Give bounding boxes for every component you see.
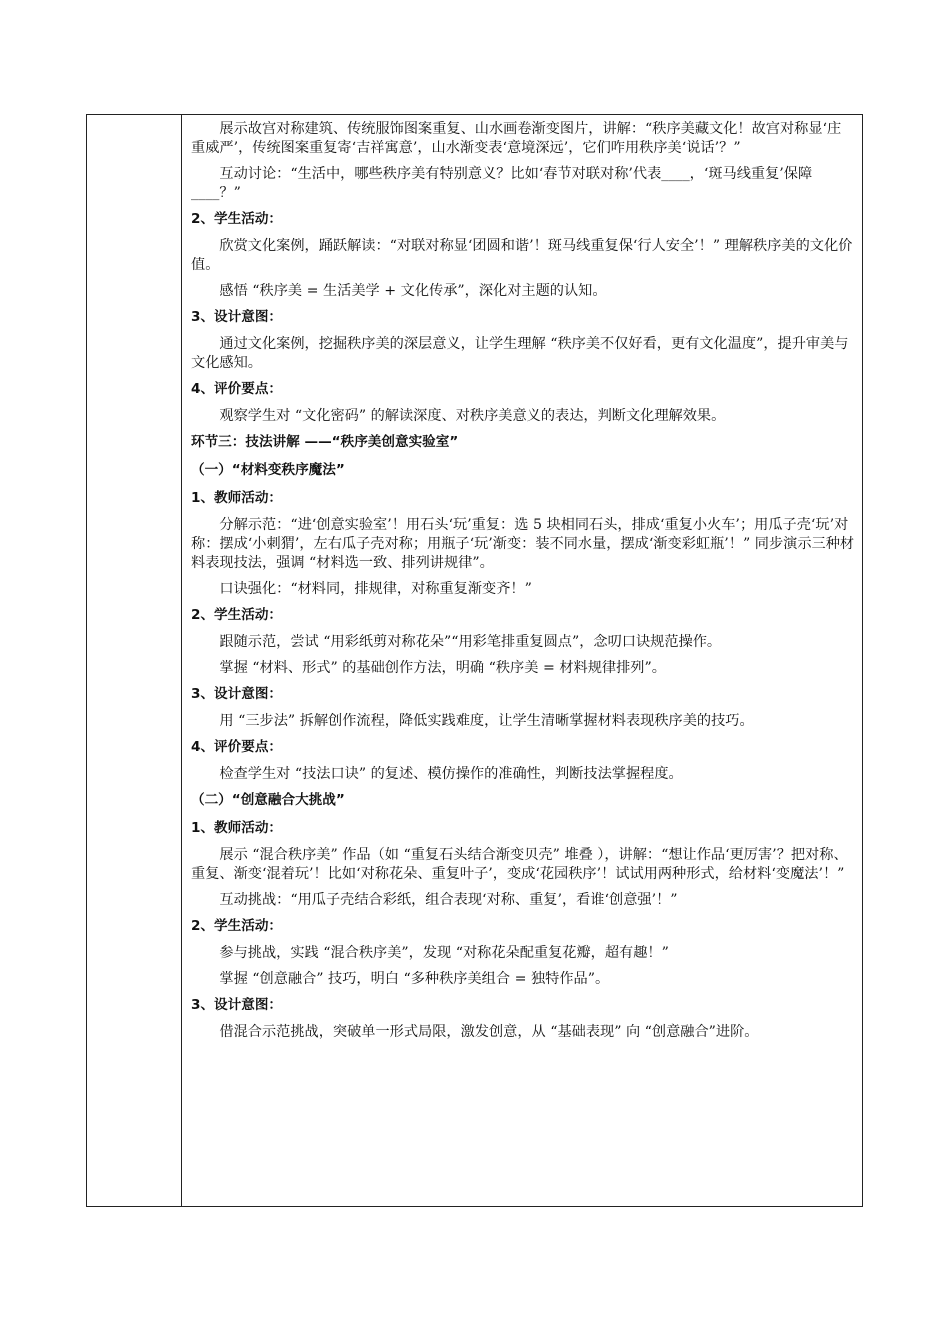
paragraph: 分解示范：“进‘创意实验室’！用石头‘玩’重复：选 5 块相同石头，排成‘重复小火车’；用瓜子壳‘玩’对称：摆成‘小刺猬’，左右瓜子壳对称；用瓶子‘玩’渐变：装不同水量，摆成‘渐变彩虹瓶’！” 同步演示三种材料表现技法，强调 “材料选一致、排列讲规律”。 [191,517,855,571]
paragraph: 口诀强化：“材料同，排规律，对称重复渐变齐！” [219,581,532,597]
paragraph: 掌握 “创意融合” 技巧，明白 “多种秩序美组合 = 独特作品”。 [219,971,610,987]
paragraph: 展示故宫对称建筑、传统服饰图案重复、山水画卷渐变图片，讲解：“秩序美藏文化！故宫对称显‘庄重威严’，传统图案重复寄‘吉祥寓意’，山水渐变表‘意境深远’，它们咋用秩序美‘说话’？” [191,121,842,156]
paragraph: 欣赏文化案例，踊跃解读：“对联对称显‘团圆和谐’！斑马线重复保‘行人安全’！” 理解秩序美的文化价值。 [191,238,853,273]
section-heading: 环节三：技法讲解 ——“秩序美创意实验室” [191,434,459,450]
paragraph: 互动讨论：“生活中，哪些秩序美有特别意义？比如‘春节对联对称’代表____，‘斑马线重复’保障____？” [191,166,813,201]
paragraph: 通过文化案例，挖掘秩序美的深层意义，让学生理解 “秩序美不仅好看，更有文化温度”，提升审美与文化感知。 [191,336,849,371]
subsection-heading: 2、学生活动： [191,211,283,227]
subsection-heading: 1、教师活动： [191,820,283,836]
paragraph: 互动挑战：“用瓜子壳结合彩纸，组合表现‘对称、重复’，看谁‘创意强’！” [219,892,678,908]
lesson-content [191,120,855,1049]
subsection-heading: 2、学生活动： [191,607,283,623]
lesson-table [86,114,863,1207]
subsection-heading: 3、设计意图： [191,309,283,325]
table-left-column [87,115,182,1206]
section-heading: （一）“材料变秩序魔法” [191,462,345,478]
paragraph: 感悟 “秩序美 = 生活美学 + 文化传承”，深化对主题的认知。 [219,283,607,299]
paragraph: 掌握 “材料、形式” 的基础创作方法，明确 “秩序美 = 材料规律排列”。 [219,660,666,676]
paragraph: 用 “三步法” 拆解创作流程，降低实践难度，让学生清晰掌握材料表现秩序美的技巧。 [219,713,754,729]
paragraph: 观察学生对 “文化密码” 的解读深度、对秩序美意义的表达，判断文化理解效果。 [219,408,726,424]
subsection-heading: 2、学生活动： [191,918,283,934]
paragraph: 参与挑战，实践 “混合秩序美”，发现 “对称花朵配重复花瓣，超有趣！” [219,945,669,961]
paragraph: 检查学生对 “技法口诀” 的复述、模仿操作的准确性，判断技法掌握程度。 [219,766,683,782]
subsection-heading: 3、设计意图： [191,997,283,1013]
subsection-heading: 4、评价要点： [191,739,283,755]
paragraph: 跟随示范，尝试 “用彩纸剪对称花朵”“用彩笔排重复圆点”，念叨口诀规范操作。 [219,634,722,650]
subsection-heading: 1、教师活动： [191,490,283,506]
subsection-heading: 3、设计意图： [191,686,283,702]
paragraph: 展示 “混合秩序美” 作品（如 “重复石头结合渐变贝壳” 堆叠 ），讲解：“想让作品‘更厉害’？把对称、重复、渐变‘混着玩’！比如‘对称花朵、重复叶子’，变成‘花园秩序’！试试用两种形式，给材料‘变魔法’！” [191,847,848,882]
paragraph: 借混合示范挑战，突破单一形式局限，激发创意，从 “基础表现” 向 “创意融合”进阶。 [219,1024,759,1040]
section-heading: （二）“创意融合大挑战” [191,792,345,808]
subsection-heading: 4、评价要点： [191,381,283,397]
